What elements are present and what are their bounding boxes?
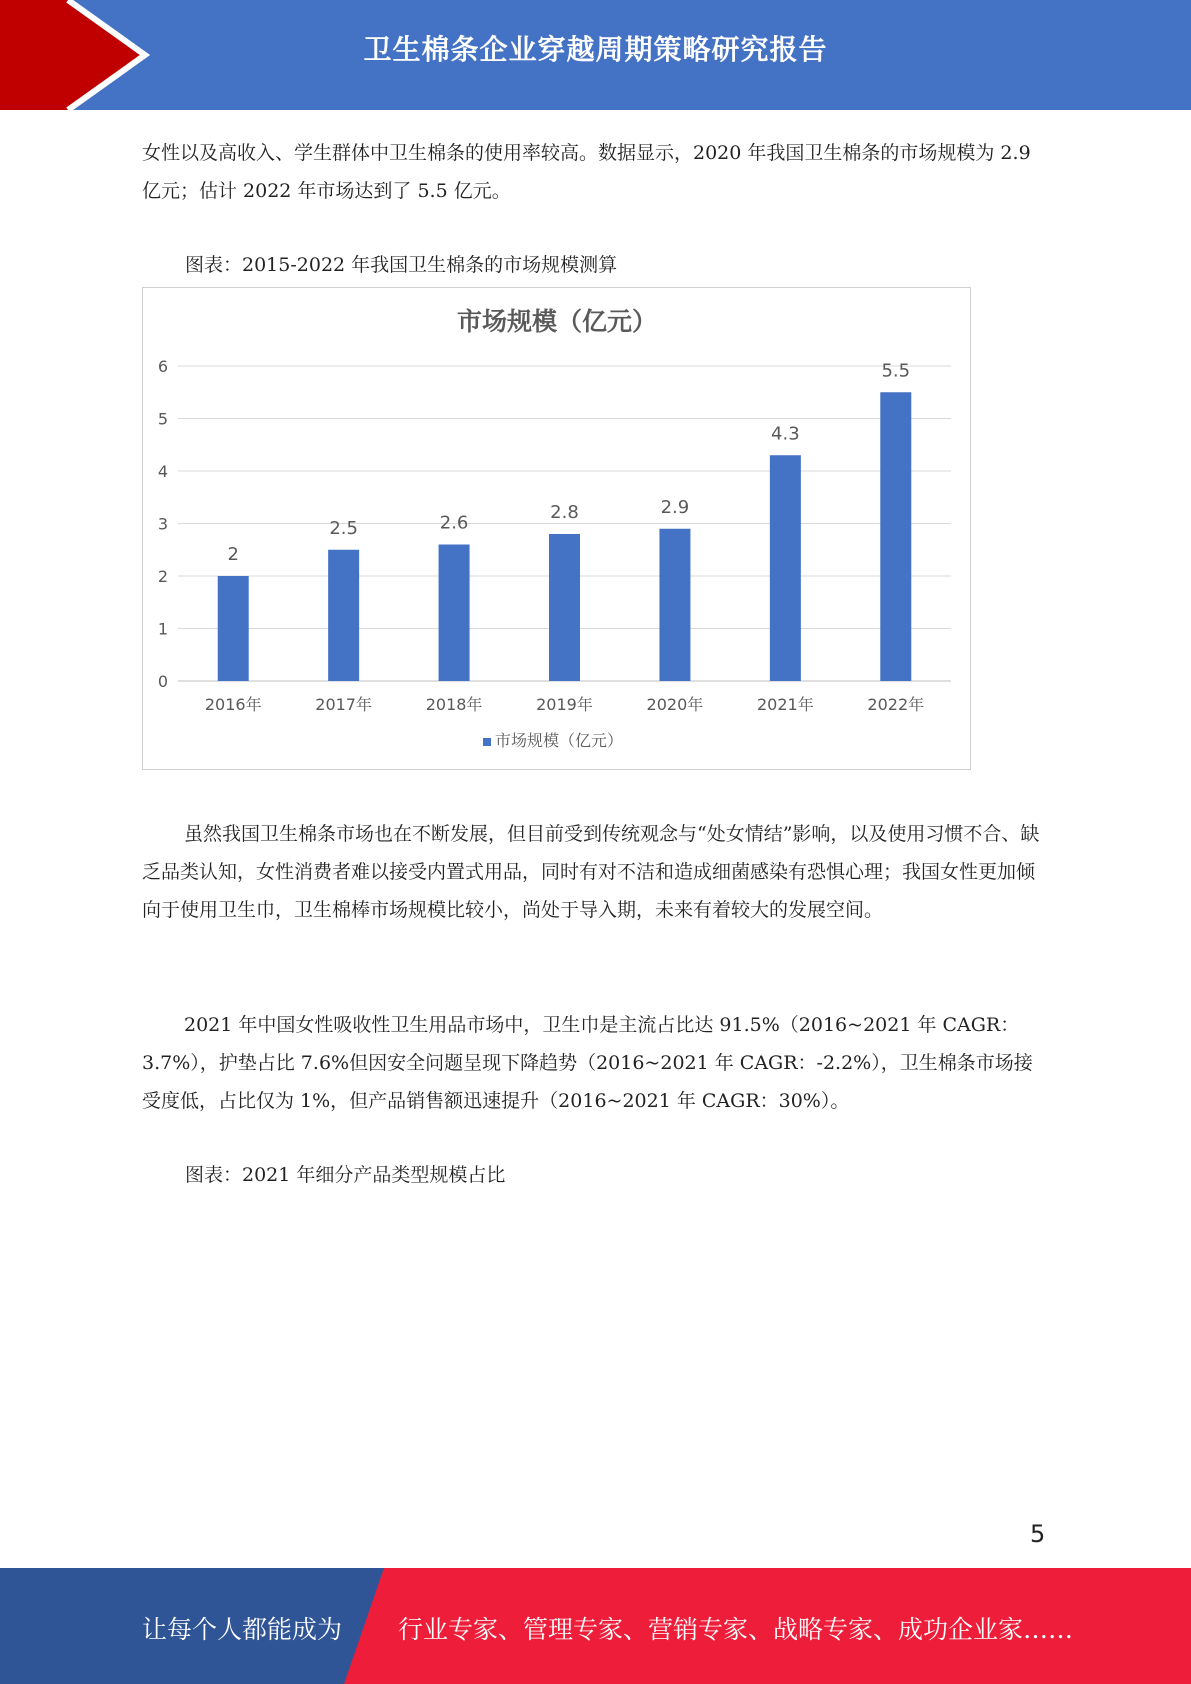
bar-value-label: 2.9 <box>660 496 690 518</box>
paragraph-market-barriers: 虽然我国卫生棉条市场也在不断发展，但目前受到传统观念与“处女情结”影响，以及使用习惯不合、缺乏品类认知，女性消费者难以接受内置式用品，同时有对不洁和造成细菌感染有恐惧心理；我国女性更加倾向于使用卫生巾，卫生棉棒市场规模比较小，尚处于导入期，未来有着较大的发展空间。 <box>142 823 1040 921</box>
x-tick-label: 2021年 <box>756 695 814 714</box>
chart-svg <box>143 288 972 771</box>
page-header <box>0 0 1191 110</box>
paragraph-intro: 女性以及高收入、学生群体中卫生棉条的使用率较高。数据显示，2020 年我国卫生棉条的市场规模为 2.9 亿元；估计 2022 年市场达到了 5.5 亿元。 <box>142 142 1031 202</box>
bar-value-label: 4.3 <box>771 423 800 445</box>
bar-value-label: 2.8 <box>550 502 579 523</box>
page-number: 5 <box>1030 1520 1046 1548</box>
chart-legend-label: 市场规模（亿元） <box>495 731 624 750</box>
y-tick-label: 1 <box>157 619 168 639</box>
bar-2018年 <box>439 545 470 682</box>
bar-value-label: 2 <box>227 544 239 565</box>
bar-value-label: 5.5 <box>881 360 911 382</box>
x-tick-label: 2020年 <box>646 695 704 714</box>
chart-caption-product-share: 图表：2021 年细分产品类型规模占比 <box>185 1164 506 1186</box>
x-tick-label: 2018年 <box>425 695 483 714</box>
y-tick-label: 2 <box>157 567 168 586</box>
bar-value-label: 2.5 <box>329 517 358 539</box>
y-tick-label: 4 <box>157 462 168 481</box>
x-tick-label: 2017年 <box>315 695 373 714</box>
x-tick-label: 2022年 <box>867 695 925 714</box>
market-size-chart <box>142 287 971 770</box>
chart-title: 市场规模（亿元） <box>456 307 658 336</box>
footer-slogan-left: 让每个人都能成为 <box>142 1615 343 1644</box>
bar-2020年 <box>659 529 690 681</box>
bar-2021年 <box>770 455 801 681</box>
bar-2017年 <box>328 550 359 681</box>
page-footer <box>0 1568 1191 1684</box>
bar-2022年 <box>880 392 911 681</box>
bar-value-label: 2.6 <box>439 512 469 534</box>
footer-slogan-right: 行业专家、管理专家、营销专家、战略专家、成功企业家…… <box>398 1615 1074 1644</box>
x-tick-label: 2019年 <box>536 695 593 714</box>
y-tick-label: 3 <box>157 514 168 534</box>
y-tick-label: 0 <box>157 672 168 691</box>
header-title: 卫生棉条企业穿越周期策略研究报告 <box>363 33 828 66</box>
chart-caption-market-size: 图表：2015-2022 年我国卫生棉条的市场规模测算 <box>185 254 618 276</box>
bar-2019年 <box>549 534 580 681</box>
y-tick-label: 5 <box>157 409 168 429</box>
paragraph-market-share: 2021 年中国女性吸收性卫生用品市场中，卫生巾是主流占比达 91.5%（2016~2021 年 CAGR：3.7%），护垫占比 7.6%但因安全问题呈现下降趋势（2016~2021 年 CAGR：-2.2%），卫生棉条市场接受度低，占比仅为 1%，但产品销售额迅速提升（2016~2021 年 CAGR：30%）。 <box>142 1014 1033 1112</box>
legend-swatch <box>483 738 491 746</box>
x-tick-label: 2016年 <box>204 695 262 714</box>
y-tick-label: 6 <box>157 357 168 376</box>
bar-2016年 <box>218 576 249 681</box>
